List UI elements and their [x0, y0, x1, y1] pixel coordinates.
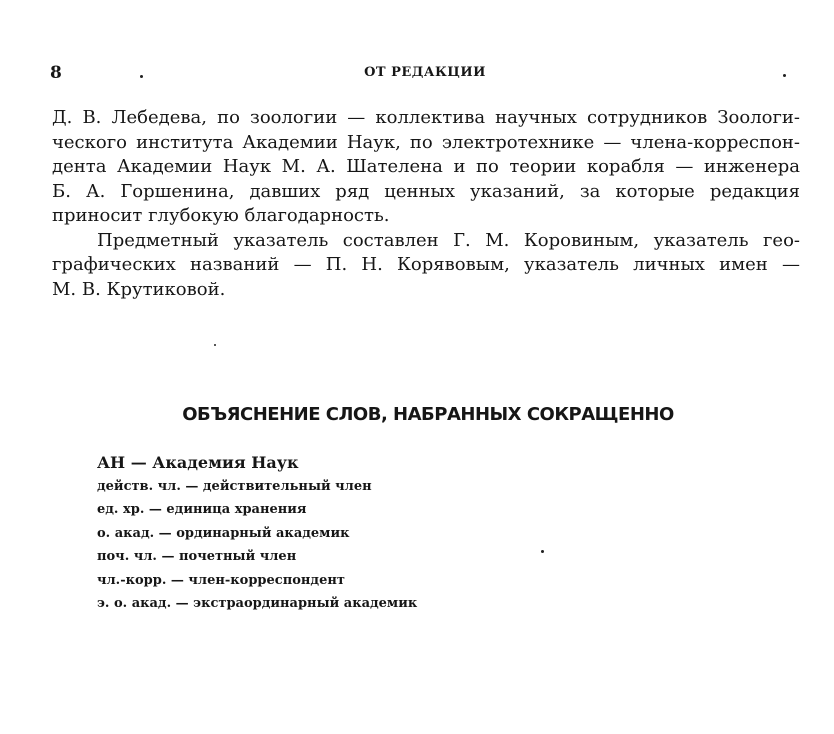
text-line: ческого института Академии Наук, по электротехнике — члена-корреспон- — [52, 131, 800, 153]
text-line: дента Академии Наук М. А. Шателена и по теории корабля — инженера — [52, 156, 800, 177]
text-line: Б. А. Горшенина, давших ряд ценных указаний, за которые редакция — [52, 180, 800, 202]
body-text — [52, 106, 800, 302]
section-title: ОБЪЯСНЕНИЕ СЛОВ, НАБРАННЫХ СОКРАЩЕННО — [182, 404, 674, 425]
print-speck — [541, 550, 544, 553]
list-item: чл.-корр. — член-корреспондент — [97, 572, 345, 588]
list-item: о. акад. — ординарный академик — [97, 525, 350, 541]
page-number: 8 — [50, 63, 62, 83]
print-speck — [214, 344, 216, 346]
list-item: АН — Академия Наук — [97, 453, 299, 472]
text-line: приносит глубокую благодарность. — [52, 205, 390, 226]
list-item: поч. чл. — почетный член — [97, 549, 297, 564]
running-title: ОТ РЕДАКЦИИ — [364, 65, 486, 80]
print-speck — [140, 75, 143, 78]
list-item: ед. хр. — единица хранения — [97, 502, 307, 517]
print-speck — [783, 74, 786, 77]
text-line: графических названий — П. Н. Корявовым, указатель личных имен — — [52, 254, 800, 275]
text-line: Д. В. Лебедева, по зоологии — коллектива научных сотрудников Зоологи- — [52, 107, 800, 128]
list-item: э. о. акад. — экстраординарный академик — [97, 596, 418, 611]
abbreviation-list — [97, 451, 417, 616]
list-item: действ. чл. — действительный член — [97, 478, 372, 494]
text-line: М. В. Крутиковой. — [52, 278, 226, 300]
text-line: Предметный указатель составлен Г. М. Коровиным, указатель гео- — [97, 229, 800, 251]
